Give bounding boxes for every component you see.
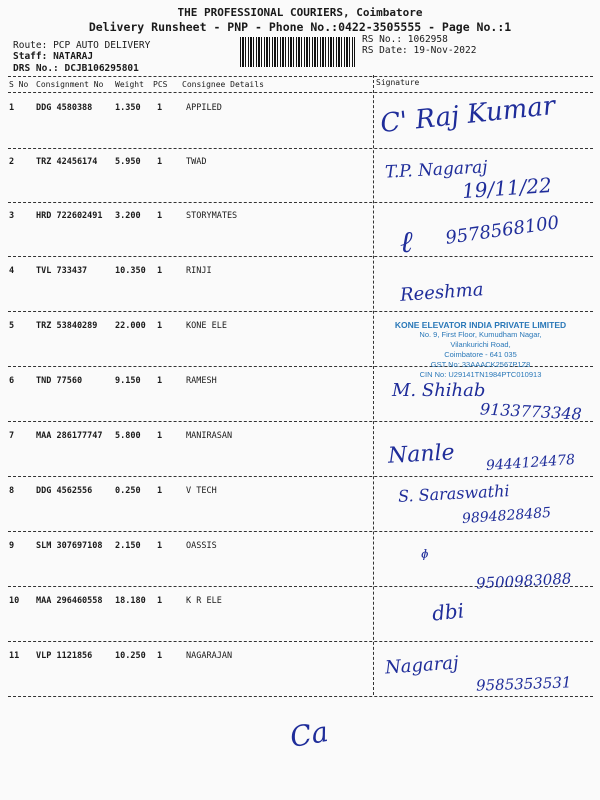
row-weight: 10.350	[115, 266, 146, 276]
signature-1: C' Raj Kumar	[378, 90, 557, 140]
row-weight: 2.150	[115, 541, 141, 551]
route-info	[13, 40, 150, 51]
row-sno: 10	[9, 596, 20, 606]
rs-date-value: 19-Nov-2022	[413, 45, 477, 56]
staff-value: NATARAJ	[53, 51, 94, 62]
row-consignee: RINJI	[186, 266, 212, 276]
row-pcs: 1	[157, 431, 163, 441]
signature-9-mark: ᶲ	[420, 545, 430, 569]
col-weight: Weight	[115, 80, 144, 89]
row-divider	[8, 696, 593, 697]
row-consignee: K R ELE	[186, 596, 222, 606]
row-consignee: V TECH	[186, 486, 217, 496]
signature-3-phone: 9578568100	[444, 212, 561, 249]
company-name: THE PROFESSIONAL COURIERS, Coimbatore	[177, 6, 423, 19]
row-weight: 18.180	[115, 596, 146, 606]
route-label: Route:	[13, 40, 48, 51]
row-pcs: 1	[157, 376, 163, 386]
row-pcs: 1	[157, 321, 163, 331]
stamp-line: Vilankurichi Road,	[450, 340, 511, 349]
row-pcs: 1	[157, 157, 163, 167]
header-divider-top	[8, 76, 593, 77]
signature-6: M. Shihab	[392, 380, 486, 401]
row-consignee: STORYMATES	[186, 211, 238, 221]
row-divider	[8, 421, 593, 422]
drs-value: DCJB106295801	[64, 63, 139, 74]
table-row	[0, 596, 600, 651]
row-consignment: VLP 1121856	[36, 651, 93, 661]
row-divider	[8, 641, 593, 642]
col-signature: Signature	[376, 78, 420, 87]
row-sno: 4	[9, 266, 15, 276]
header-divider-bottom	[8, 92, 593, 93]
footer-signature: Ca	[287, 714, 331, 755]
row-pcs: 1	[157, 486, 163, 496]
row-consignment: MAA 286177747	[36, 431, 103, 441]
row-weight: 22.000	[115, 321, 146, 331]
stamp-company-name: KONE ELEVATOR INDIA PRIVATE LIMITED	[394, 320, 567, 330]
staff-info	[13, 51, 93, 62]
row-consignment: HRD 722602491	[36, 211, 103, 221]
barcode	[240, 37, 355, 67]
signature-6-phone: 9133773348	[479, 399, 583, 424]
rs-date-label: RS Date:	[362, 45, 408, 56]
stamp-line: Coimbatore - 641 035	[444, 350, 517, 359]
runsheet-title: Delivery Runsheet - PNP - Phone No.:0422-3505555 - Page No.:1	[88, 20, 512, 34]
drs-label: DRS No.:	[13, 63, 59, 74]
row-consignment: DDG 4580388	[36, 103, 93, 113]
row-pcs: 1	[157, 211, 163, 221]
row-divider	[8, 202, 593, 203]
row-sno: 8	[9, 486, 15, 496]
signature-8: S. Saraswathi	[397, 481, 510, 506]
row-divider	[8, 476, 593, 477]
stamp-line: No. 9, First Floor, Kumudham Nagar,	[419, 330, 542, 339]
row-pcs: 1	[157, 651, 163, 661]
row-weight: 3.200	[115, 211, 141, 221]
row-pcs: 1	[157, 541, 163, 551]
stamp-line: CIN No: U29141TN1984PTC010913	[419, 370, 542, 379]
col-consignment: Consignment No	[36, 80, 104, 89]
row-weight: 5.950	[115, 157, 141, 167]
signature-2-date: 19/11/22	[461, 172, 553, 204]
row-pcs: 1	[157, 596, 163, 606]
row-divider	[8, 148, 593, 149]
rs-date-info	[362, 45, 476, 56]
row-consignment: TND 77560	[36, 376, 83, 386]
row-consignee: KONE ELE	[186, 321, 227, 331]
row-consignee: APPILED	[186, 103, 222, 113]
company-stamp	[378, 320, 583, 380]
row-consignee: MANIRASAN	[186, 431, 233, 441]
row-sno: 2	[9, 157, 15, 167]
signature-8-phone: 9894828485	[461, 504, 552, 528]
route-value: PCP AUTO DELIVERY	[53, 40, 151, 51]
col-consignee: Consignee Details	[182, 80, 264, 89]
row-weight: 10.250	[115, 651, 146, 661]
row-weight: 0.250	[115, 486, 141, 496]
signature-7: Nanle	[387, 440, 456, 469]
col-sno: S No	[9, 80, 29, 89]
row-divider	[8, 531, 593, 532]
row-sno: 9	[9, 541, 15, 551]
row-sno: 1	[9, 103, 15, 113]
rs-no-value: 1062958	[407, 34, 448, 45]
row-sno: 7	[9, 431, 15, 441]
col-pcs: PCS	[153, 80, 168, 89]
signature-11: Nagaraj	[384, 652, 460, 679]
row-consignee: NAGARAJAN	[186, 651, 233, 661]
staff-label: Staff:	[13, 51, 48, 62]
signature-4: Reeshma	[399, 279, 485, 306]
row-consignment: SLM 307697108	[36, 541, 103, 551]
signature-9-phone: 9500983088	[475, 569, 572, 593]
row-sno: 11	[9, 651, 20, 661]
row-consignment: MAA 296460558	[36, 596, 103, 606]
row-pcs: 1	[157, 103, 163, 113]
row-pcs: 1	[157, 266, 163, 276]
row-consignee: TWAD	[186, 157, 207, 167]
drs-info	[13, 63, 139, 74]
stamp-line: GST No: 33AAACK2567P1Z8	[430, 360, 531, 369]
rs-no-label: RS No.:	[362, 34, 403, 45]
signature-7-phone: 9444124478	[485, 451, 576, 475]
row-sno: 6	[9, 376, 15, 386]
signature-2: T.P. Nagaraj	[384, 157, 489, 183]
row-consignee: RAMESH	[186, 376, 217, 386]
row-sno: 5	[9, 321, 15, 331]
row-divider	[8, 311, 593, 312]
row-weight: 9.150	[115, 376, 141, 386]
row-consignment: TVL 733437	[36, 266, 88, 276]
signature-3-mark: ℓ	[400, 225, 413, 260]
row-sno: 3	[9, 211, 15, 221]
rs-no-info	[362, 34, 448, 45]
row-consignment: TRZ 53840289	[36, 321, 98, 331]
row-divider	[8, 256, 593, 257]
row-consignee: OASSIS	[186, 541, 217, 551]
signature-11-phone: 9585353531	[475, 673, 572, 695]
row-consignment: DDG 4562556	[36, 486, 93, 496]
row-consignment: TRZ 42456174	[36, 157, 98, 167]
table-row	[0, 266, 600, 321]
row-weight: 1.350	[115, 103, 141, 113]
signature-10: dbi	[430, 598, 466, 626]
row-weight: 5.800	[115, 431, 141, 441]
